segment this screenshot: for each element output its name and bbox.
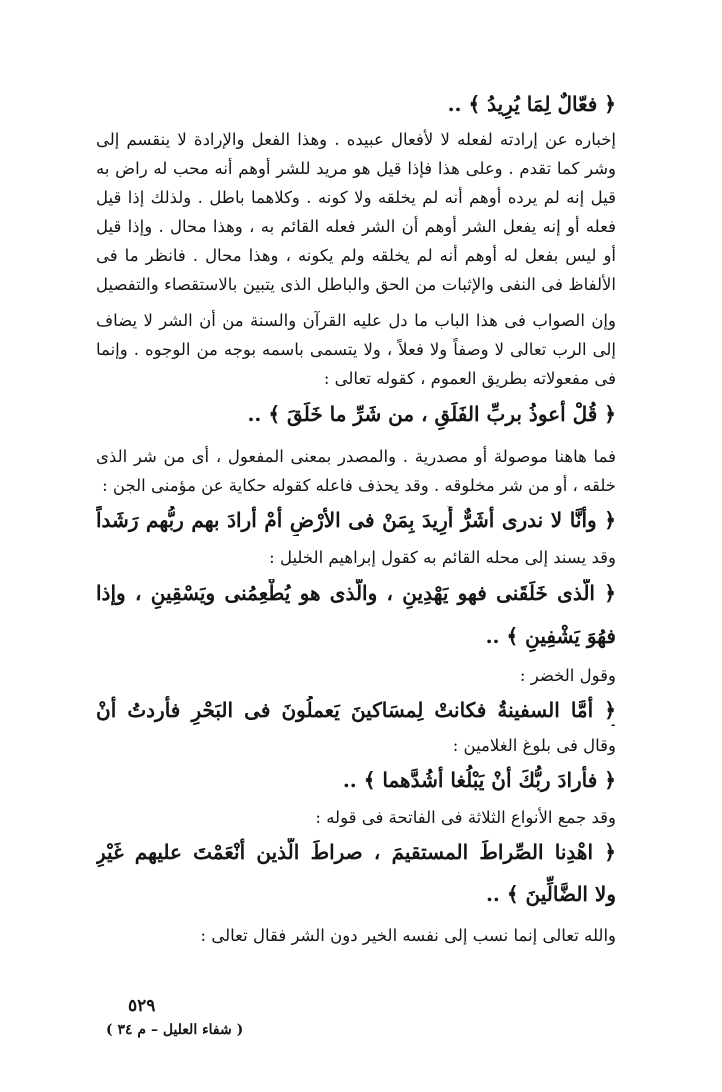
quran-verse: فهُوَ يَشْفِينِ ﴾ ..	[485, 624, 616, 648]
text-line: وقال فى بلوغ الغلامين :	[452, 736, 616, 755]
text-line: خلقه ، أو من شر مخلوقه . وقد يحذف فاعله كقوله حكاية عن مؤمنى الجن :	[102, 476, 616, 495]
text-line: وقد يسند إلى محله القائم به كقول إبراهيم الخليل :	[269, 548, 616, 567]
text-line: قيل إنه لم يرده أوهم أنه لم يخلقه ولا كونه . وكلاهما باطل . ولذلك إذا قيل	[96, 188, 616, 207]
text-line: الألفاظ فى النفى والإثبات من الحق والباطل الذى يتبين بالاستقصاء والتفصيل	[96, 275, 616, 294]
text-line: فعله أو إنه يفعل الشر أوهم أن الشر فعله القائم به ، وهذا محال . وإذا قيل	[96, 217, 616, 236]
text-line: فما هاهنا موصولة أو مصدرية . والمصدر بمعنى المفعول ، أى من شر الذى	[96, 447, 616, 466]
quran-verse: ﴿ وأنَّا لا ندرى أشَرٌّ أُرِيدَ بِمَنْ فى الأرْضِ أمْ أرادَ بهم ربُّهم رَشَداً	[96, 508, 616, 532]
footer-signature: ( شفاء العليل – م ٣٤ )	[106, 1022, 244, 1038]
quran-verse: ﴿ اهْدِنا الصِّراطَ المستقيمَ ، صراطَ الَّذين أنْعَمْتَ عليهم غَيْرِ	[96, 840, 616, 864]
quran-verse: ولا الضَّالِّينَ ﴾ ..	[485, 882, 616, 906]
text-line: وشر كما تقدم . وعلى هذا فإذا قيل هو مريد للشر أوهم أنه محب له راض به	[96, 159, 616, 178]
text-line: وقول الخضر :	[519, 666, 616, 685]
text-line: وإن الصواب فى هذا الباب ما دل عليه القرآن والسنة من أن الشر لا يضاف	[96, 311, 616, 330]
text-line: والله تعالى إنما نسب إلى نفسه الخير دون الشر فقال تعالى :	[200, 926, 616, 945]
text-line: أو ليس بفعل له أوهم أنه لم يخلقه ولم يكونه ، وهذا محال . فانظر ما فى	[96, 246, 616, 265]
text-line: وقد جمع الأنواع الثلاثة فى الفاتحة فى قوله :	[315, 808, 616, 827]
quran-verse: ﴿ قُلْ أعوذُ بربِّ الفَلَقِ ، من شَرِّ ما خَلَقَ ﴾ ..	[247, 402, 616, 426]
quran-verse: ﴿ فعّالٌ لِمَا يُرِيدُ ﴾ ..	[447, 92, 616, 116]
text-line: إخباره عن إرادته لفعله لا لأفعال عبيده . وهذا الفعل والإرادة لا ينقسم إلى	[96, 130, 616, 149]
quran-verse: ﴿ فأرادَ ربُّكَ أنْ يَبْلُغا أشُدَّهما ﴾ ..	[342, 768, 616, 792]
page-number: ٥٢٩	[128, 996, 156, 1016]
text-line: إلى الرب تعالى لا وصفاً ولا فعلاً ، ولا يتسمى باسمه بوجه من الوجوه . وإنما	[96, 340, 616, 359]
quran-verse: ﴿ الَّذى خَلَقَنى فهو يَهْدِينِ ، والَّذى هو يُطْعِمُنى ويَسْقِينِ ، وإذا	[96, 581, 616, 605]
quran-verse: ﴿ أمَّا السفينةُ فكانتْ لِمسَاكينَ يَعملُونَ فى البَحْرِ فأردتُ أنْ	[96, 698, 616, 722]
text-line: فى مفعولاته بطريق العموم ، كقوله تعالى :	[323, 369, 616, 388]
